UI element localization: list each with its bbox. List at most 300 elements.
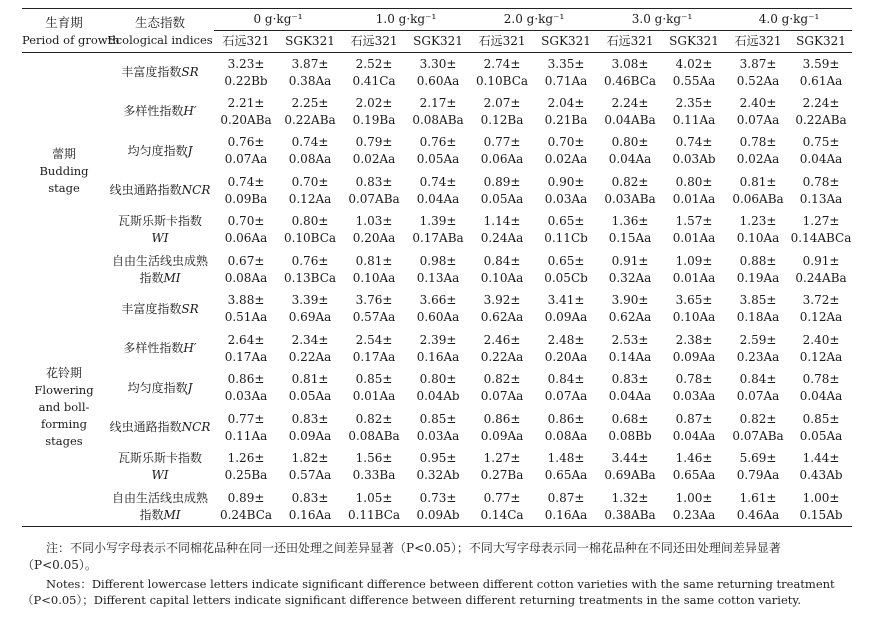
sd-significance: 0.32Ab [416,468,460,483]
value-cell [534,408,598,448]
mean-value: 2.54± [355,332,393,347]
value-cell [470,132,534,172]
value-cell [662,132,726,172]
value-cell [470,290,534,330]
value-cell [342,250,406,290]
value-cell [342,369,406,409]
sd-significance: 0.09Ab [416,507,460,522]
indicator-cell [106,290,214,330]
value-cell [214,290,278,330]
data-table [22,8,852,527]
table-row [22,329,852,369]
sd-significance: 0.04Aa [416,191,460,206]
mean-value: 3.39± [291,293,329,308]
mean-value: 1.82± [291,451,329,466]
value-cell [278,250,342,290]
value-cell [214,487,278,527]
value-cell [406,448,470,488]
mean-value: 3.08± [611,56,649,71]
value-cell [790,92,852,132]
value-cell [726,329,790,369]
value-cell [790,369,852,409]
sd-significance: 0.06ABa [732,191,784,206]
indicator-symbol: J [187,143,193,158]
sd-significance: 0.15Aa [608,231,652,246]
indicator-symbol: J [187,380,193,395]
treatment-header-1: 1.0 g·kg⁻¹ [342,9,470,31]
mean-value: 2.21± [227,95,265,110]
mean-value: 0.82± [355,411,393,426]
value-cell [598,211,662,251]
indices-header-zh: 生态指数 [134,14,185,30]
value-cell [470,487,534,527]
treatment-header-0: 0 g·kg⁻¹ [214,9,342,31]
value-cell [598,171,662,211]
mean-value: 2.02± [355,95,393,110]
mean-value: 0.76± [419,135,457,150]
value-cell [726,408,790,448]
value-cell [214,171,278,211]
mean-value: 2.40± [802,332,840,347]
value-cell [470,329,534,369]
indicator-name: 多样性指数 [123,104,184,119]
period-cell [22,290,106,527]
value-cell [534,132,598,172]
variety-header: 石远321 [350,34,398,48]
sd-significance: 0.02Aa [544,152,588,167]
mean-value: 3.30± [419,56,457,71]
mean-value: 1.48± [547,451,585,466]
value-cell [790,329,852,369]
table-row [22,171,852,211]
mean-value: 1.61± [739,490,777,505]
mean-value: 0.78± [675,372,713,387]
value-cell [214,92,278,132]
value-cell [662,211,726,251]
sd-significance: 0.52Aa [736,73,780,88]
sd-significance: 0.08ABa [412,112,464,127]
value-cell [214,408,278,448]
sd-significance: 0.12Aa [799,349,843,364]
value-cell [278,92,342,132]
sd-significance: 0.05Aa [799,428,843,443]
sd-significance: 0.71Aa [544,73,588,88]
value-cell [278,290,342,330]
sd-significance: 0.07Aa [224,152,268,167]
sd-significance: 0.06Aa [224,231,268,246]
sd-significance: 0.23Aa [672,507,716,522]
variety-header: SGK321 [541,34,591,48]
sd-significance: 0.12Aa [288,191,332,206]
sd-significance: 0.24ABa [795,270,847,285]
value-cell [470,448,534,488]
mean-value: 2.34± [291,332,329,347]
sd-significance: 0.03Aa [672,389,716,404]
sd-significance: 0.22ABa [284,112,336,127]
value-cell [790,448,852,488]
mean-value: 0.78± [802,174,840,189]
mean-value: 3.66± [419,293,457,308]
mean-value: 0.78± [802,372,840,387]
mean-value: 0.70± [291,174,329,189]
sd-significance: 0.38ABa [604,507,656,522]
sd-significance: 0.08Aa [544,428,588,443]
sd-significance: 0.19Aa [736,270,780,285]
indicator-cell [106,92,214,132]
mean-value: 1.26± [227,451,265,466]
sd-significance: 0.65Aa [544,468,588,483]
sd-significance: 0.09Ba [224,191,268,206]
value-cell [726,92,790,132]
mean-value: 1.32± [611,490,649,505]
sd-significance: 0.04Aa [799,152,843,167]
mean-value: 1.05± [355,490,393,505]
indicator-cell [106,211,214,251]
value-cell [342,408,406,448]
mean-value: 3.87± [739,56,777,71]
indicator-name: 瓦斯乐斯卡指数 [117,451,202,466]
value-cell [790,290,852,330]
value-cell [342,329,406,369]
mean-value: 0.85± [419,411,457,426]
sd-significance: 0.03Aa [416,428,460,443]
sd-significance: 0.04Aa [672,428,716,443]
sd-significance: 0.09Aa [480,428,524,443]
mean-value: 0.86± [227,372,265,387]
value-cell [278,211,342,251]
sd-significance: 0.07ABa [348,191,400,206]
mean-value: 0.83± [291,411,329,426]
value-cell [278,329,342,369]
mean-value: 0.81± [739,174,777,189]
value-cell [534,329,598,369]
sd-significance: 0.22ABa [795,112,847,127]
sd-significance: 0.05Aa [480,191,524,206]
sd-significance: 0.32Aa [608,270,652,285]
value-cell [406,92,470,132]
value-cell [406,211,470,251]
mean-value: 2.59± [739,332,777,347]
treatment-header-2: 2.0 g·kg⁻¹ [470,9,598,31]
mean-value: 0.85± [355,372,393,387]
sd-significance: 0.13Aa [799,191,843,206]
indicator-name: 丰富度指数 [121,65,182,79]
sd-significance: 0.10Aa [736,231,780,246]
sd-significance: 0.12Aa [799,310,843,325]
mean-value: 2.52± [355,56,393,71]
sd-significance: 0.07Aa [736,389,780,404]
value-cell [470,171,534,211]
sd-significance: 0.11Aa [672,112,716,127]
sd-significance: 0.04Aa [799,389,843,404]
sd-significance: 0.11Aa [224,428,268,443]
sd-significance: 0.14ABCa [790,231,852,246]
value-cell [726,171,790,211]
sd-significance: 0.22Aa [288,349,332,364]
note-zh: 注：不同小写字母表示不同棉花品种在同一还田处理之间差异显著（P<0.05）；不同大写字母表示同一棉花品种在不同还田处理间差异显著（P<0.05）。 [22,541,781,572]
indicator-name: 自由生活线虫成熟 [111,253,208,268]
indicator-name: 丰富度指数 [121,301,182,316]
sd-significance: 0.10Aa [480,270,524,285]
sd-significance: 0.02Aa [352,152,396,167]
mean-value: 0.87± [547,490,585,505]
mean-value: 0.84± [483,253,521,268]
mean-value: 1.56± [355,451,393,466]
mean-value: 0.78± [739,135,777,150]
mean-value: 2.24± [802,95,840,110]
value-cell [790,211,852,251]
value-cell [598,132,662,172]
value-cell [406,250,470,290]
value-cell [662,250,726,290]
sd-significance: 0.11BCa [347,507,401,522]
indicator-symbol: WI [151,231,169,246]
sd-significance: 0.10Aa [672,310,716,325]
sd-significance: 0.03Ab [672,152,716,167]
variety-header: 石远321 [734,34,782,48]
mean-value: 0.74± [419,174,457,189]
indicator-name: 线虫通路指数 [109,183,182,198]
sd-significance: 0.65Aa [672,468,716,483]
mean-value: 2.25± [291,95,329,110]
sd-significance: 0.27Ba [480,468,524,483]
value-cell [214,448,278,488]
sd-significance: 0.04ABa [604,112,656,127]
mean-value: 0.82± [739,411,777,426]
sd-significance: 0.38Aa [288,73,332,88]
treatment-header-4: 4.0 g·kg⁻¹ [726,9,852,31]
mean-value: 4.02± [675,56,713,71]
value-cell [214,53,278,93]
mean-value: 3.41± [547,293,585,308]
period-label-en: Budding stage [39,163,89,195]
sd-significance: 0.22Bb [224,73,268,88]
value-cell [726,53,790,93]
mean-value: 2.74± [483,56,521,71]
mean-value: 1.36± [611,214,649,229]
mean-value: 0.76± [227,135,265,150]
indicator-cell [106,171,214,211]
mean-value: 2.04± [547,95,585,110]
sd-significance: 0.60Aa [416,310,460,325]
mean-value: 0.77± [483,490,521,505]
value-cell [342,487,406,527]
mean-value: 0.90± [547,174,585,189]
mean-value: 0.82± [611,174,649,189]
mean-value: 1.23± [739,214,777,229]
value-cell [726,132,790,172]
sd-significance: 0.16Aa [416,349,460,364]
value-cell [662,329,726,369]
sd-significance: 0.04Ab [416,389,460,404]
indicator-symbol: WI [151,468,169,483]
mean-value: 3.59± [802,56,840,71]
value-cell [790,132,852,172]
mean-value: 0.73± [419,490,457,505]
sd-significance: 0.16Aa [544,507,588,522]
value-cell [534,487,598,527]
value-cell [278,171,342,211]
mean-value: 0.68± [611,411,649,426]
table-row [22,290,852,330]
sd-significance: 0.18Aa [736,310,780,325]
mean-value: 0.82± [483,372,521,387]
mean-value: 0.76± [291,253,329,268]
mean-value: 0.95± [419,451,457,466]
sd-significance: 0.01Aa [672,191,716,206]
sd-significance: 0.24Aa [480,231,524,246]
mean-value: 2.46± [483,332,521,347]
mean-value: 1.27± [802,214,840,229]
period-header [22,9,120,53]
value-cell [406,53,470,93]
value-cell [598,53,662,93]
value-cell [278,132,342,172]
value-cell [598,487,662,527]
sd-significance: 0.20ABa [220,112,272,127]
value-cell [662,369,726,409]
mean-value: 3.44± [611,451,649,466]
mean-value: 0.77± [227,411,265,426]
period-label-zh: 花铃期 [45,366,82,381]
mean-value: 3.76± [355,293,393,308]
table-row [22,448,852,488]
value-cell [534,53,598,93]
indicator-name-line2: 指数 [139,270,164,285]
variety-header: SGK321 [796,34,846,48]
sd-significance: 0.05Aa [288,389,332,404]
sd-significance: 0.21Ba [544,112,588,127]
table-body [22,53,852,527]
mean-value: 0.80± [611,135,649,150]
indicator-cell [106,329,214,369]
mean-value: 2.39± [419,332,457,347]
mean-value: 3.85± [739,293,777,308]
mean-value: 0.81± [355,253,393,268]
indicator-symbol: MI [163,507,181,522]
mean-value: 2.40± [739,95,777,110]
mean-value: 0.89± [483,174,521,189]
indicator-cell [106,132,214,172]
value-cell [342,53,406,93]
mean-value: 1.57± [675,214,713,229]
indicator-name-line2: 指数 [139,507,164,522]
sd-significance: 0.57Aa [288,468,332,483]
sd-significance: 0.13BCa [283,270,337,285]
value-cell [662,448,726,488]
sd-significance: 0.46BCa [603,73,657,88]
value-cell [470,53,534,93]
mean-value: 0.74± [291,135,329,150]
sd-significance: 0.17Aa [352,349,396,364]
value-cell [214,369,278,409]
sd-significance: 0.17ABa [412,231,464,246]
sd-significance: 0.11Cb [544,231,588,246]
sd-significance: 0.14Aa [608,349,652,364]
sd-significance: 0.14Ca [480,507,524,522]
mean-value: 3.72± [802,293,840,308]
mean-value: 1.00± [675,490,713,505]
value-cell [214,250,278,290]
sd-significance: 0.79Aa [736,468,780,483]
indicator-symbol: H′ [183,341,197,356]
value-cell [214,329,278,369]
mean-value: 3.65± [675,293,713,308]
table-row [22,487,852,527]
mean-value: 2.53± [611,332,649,347]
table-row [22,211,852,251]
sd-significance: 0.69Aa [288,310,332,325]
value-cell [406,132,470,172]
sd-significance: 0.43Ab [799,468,843,483]
sd-significance: 0.03Aa [544,191,588,206]
sd-significance: 0.09Aa [544,310,588,325]
value-cell [790,408,852,448]
mean-value: 0.83± [291,490,329,505]
value-cell [726,211,790,251]
sd-significance: 0.55Aa [672,73,716,88]
value-cell [790,53,852,93]
value-cell [598,408,662,448]
value-cell [598,92,662,132]
mean-value: 2.64± [227,332,265,347]
mean-value: 3.88± [227,293,265,308]
mean-value: 2.38± [675,332,713,347]
indicator-symbol: NCR [181,420,211,435]
sd-significance: 0.08ABa [348,428,400,443]
value-cell [470,408,534,448]
mean-value: 3.87± [291,56,329,71]
value-cell [470,369,534,409]
value-cell [406,329,470,369]
sd-significance: 0.02Aa [736,152,780,167]
sd-significance: 0.03Aa [224,389,268,404]
mean-value: 0.86± [483,411,521,426]
mean-value: 1.44± [802,451,840,466]
sd-significance: 0.62Aa [608,310,652,325]
sd-significance: 0.06Aa [480,152,524,167]
value-cell [726,250,790,290]
value-cell [534,290,598,330]
period-header-zh: 生育期 [45,14,83,30]
sd-significance: 0.16Aa [288,507,332,522]
value-cell [470,211,534,251]
sd-significance: 0.57Aa [352,310,396,325]
mean-value: 0.88± [739,253,777,268]
value-cell [534,211,598,251]
indicator-name: 自由生活线虫成熟 [111,490,208,505]
indicator-cell [106,369,214,409]
mean-value: 0.83± [355,174,393,189]
mean-value: 2.35± [675,95,713,110]
period-cell [22,53,106,290]
sd-significance: 0.07ABa [732,428,784,443]
sd-significance: 0.23Aa [736,349,780,364]
value-cell [598,290,662,330]
mean-value: 0.86± [547,411,585,426]
sd-significance: 0.05Aa [416,152,460,167]
value-cell [470,250,534,290]
sd-significance: 0.61Aa [799,73,843,88]
sd-significance: 0.20Aa [352,231,396,246]
value-cell [598,250,662,290]
mean-value: 0.89± [227,490,265,505]
mean-value: 1.14± [483,214,521,229]
variety-header: SGK321 [669,34,719,48]
value-cell [214,132,278,172]
value-cell [662,53,726,93]
sd-significance: 0.04Aa [608,389,652,404]
